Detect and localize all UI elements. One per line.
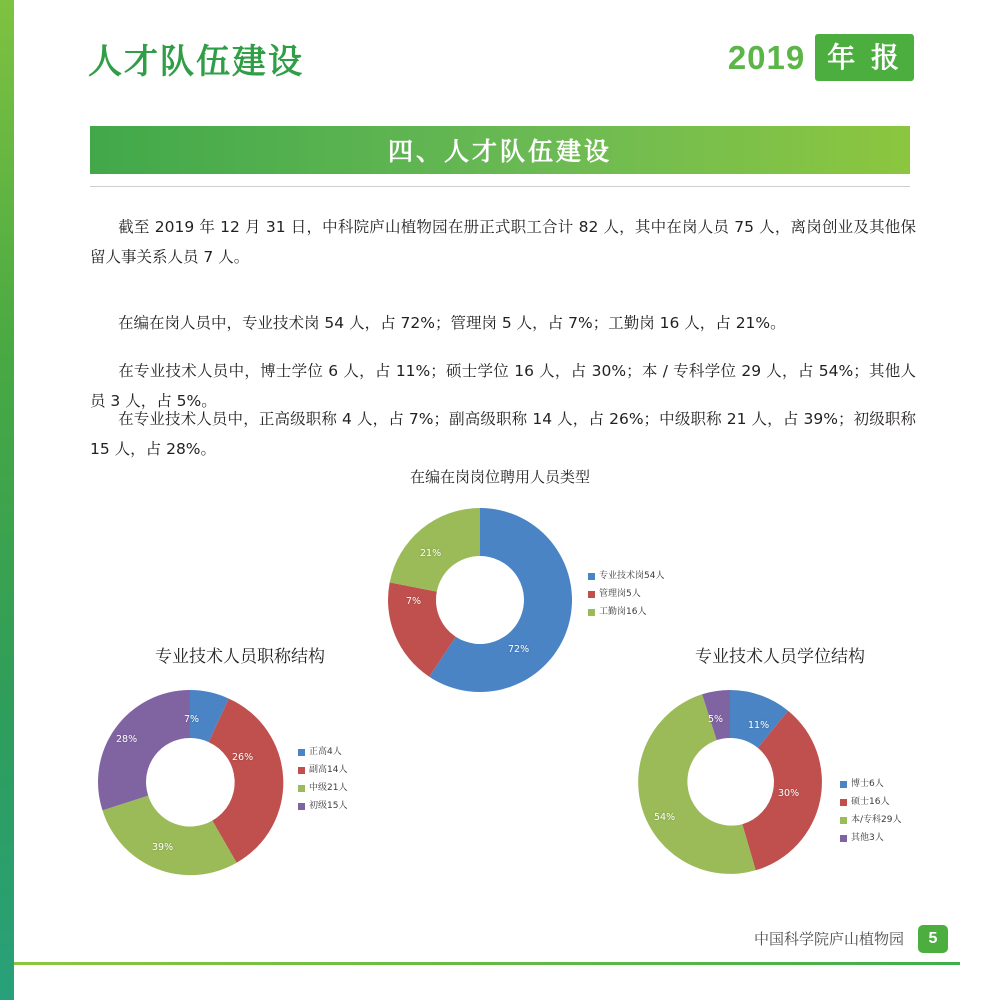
legend-swatch-icon xyxy=(840,835,847,842)
slice-junior xyxy=(98,690,190,810)
pct-label-master: 30% xyxy=(778,788,800,799)
legend-swatch-icon xyxy=(840,817,847,824)
legend-title-structure xyxy=(298,744,347,816)
pct-label-phd: 11% xyxy=(748,720,770,731)
legend-item xyxy=(840,830,902,846)
legend-item xyxy=(298,744,347,760)
legend-item xyxy=(588,604,664,620)
slice-intermediate xyxy=(103,796,237,876)
donut-chart-position-type xyxy=(380,500,580,700)
legend-swatch-icon xyxy=(840,781,847,788)
legend-label: 专业技术岗54人 xyxy=(599,571,665,581)
legend-label: 初级15人 xyxy=(309,801,348,811)
donut-chart-title-structure xyxy=(90,682,290,882)
section-banner-label: 四、人才队伍建设 xyxy=(387,137,612,166)
legend-swatch-icon xyxy=(298,803,305,810)
donut-svg-title-structure xyxy=(90,682,290,882)
pct-label-professional: 72% xyxy=(508,644,530,655)
pct-label-management: 7% xyxy=(406,596,422,607)
left-edge-decoration xyxy=(0,0,14,1000)
paragraph-1-text: 截至 2019 年 12 月 31 日，中科院庐山植物园在册正式职工合计 82 人，其中在岗人员 75 人，离岗创业及其他保留人事关系人员 7 人。 xyxy=(90,218,916,266)
footer-page-number: 5 xyxy=(918,925,948,953)
paragraph-4 xyxy=(90,404,916,464)
paragraph-1 xyxy=(90,212,916,272)
legend-label: 工勤岗16人 xyxy=(599,607,647,617)
chart-title-right: 专业技术人员学位结构 xyxy=(695,647,865,667)
legend-item xyxy=(840,812,902,828)
legend-swatch-icon xyxy=(298,767,305,774)
donut-chart-degree-structure xyxy=(630,682,830,882)
pct-label-junior: 28% xyxy=(116,734,138,745)
legend-item xyxy=(298,798,347,814)
legend-item xyxy=(588,586,664,602)
legend-item xyxy=(298,780,347,796)
pct-label-senior: 7% xyxy=(184,714,200,725)
pct-label-bachelor: 54% xyxy=(654,812,676,823)
legend-swatch-icon xyxy=(298,785,305,792)
section-banner xyxy=(90,126,910,174)
legend-degree-structure xyxy=(840,776,902,848)
legend-swatch-icon xyxy=(588,573,595,580)
legend-position-type xyxy=(588,568,664,622)
chart-title-left: 专业技术人员职称结构 xyxy=(155,647,325,667)
legend-item xyxy=(588,568,664,584)
legend-label: 其他3人 xyxy=(851,833,884,843)
legend-item xyxy=(840,776,902,792)
paragraph-4-text: 在专业技术人员中，正高级职称 4 人，占 7%；副高级职称 14 人，占 26%；中级职称 21 人，占 39%；初级职称 15 人，占 28%。 xyxy=(90,410,916,458)
header-year-group xyxy=(728,34,914,81)
header-annual-report-badge: 年 报 xyxy=(815,34,914,81)
pct-label-intermediate: 39% xyxy=(152,842,174,853)
pct-label-other: 5% xyxy=(708,714,724,725)
legend-label: 硕士16人 xyxy=(851,797,890,807)
legend-swatch-icon xyxy=(298,749,305,756)
legend-label: 中级21人 xyxy=(309,783,348,793)
footer-divider xyxy=(14,962,960,965)
page-header xyxy=(60,28,940,98)
legend-label: 副高14人 xyxy=(309,765,348,775)
pct-label-labor: 21% xyxy=(420,548,442,559)
legend-swatch-icon xyxy=(840,799,847,806)
legend-label: 博士6人 xyxy=(851,779,884,789)
footer-organization: 中国科学院庐山植物园 xyxy=(753,930,904,948)
paragraph-2-text: 在编在岗人员中，专业技术岗 54 人，占 72%；管理岗 5 人，占 7%；工勤岗 16 人，占 21%。 xyxy=(118,314,786,332)
page-title: 人才队伍建设 xyxy=(88,42,304,82)
header-divider xyxy=(90,186,910,187)
paragraph-2 xyxy=(90,308,916,338)
legend-item xyxy=(298,762,347,778)
legend-swatch-icon xyxy=(588,609,595,616)
legend-swatch-icon xyxy=(588,591,595,598)
donut-svg-degree-structure xyxy=(630,682,830,882)
header-year: 2019 xyxy=(727,38,806,76)
chart-title-top: 在编在岗岗位聘用人员类型 xyxy=(409,468,590,486)
legend-item xyxy=(840,794,902,810)
legend-label: 正高4人 xyxy=(309,747,342,757)
legend-label: 管理岗5人 xyxy=(599,589,641,599)
paragraph-3-text: 在专业技术人员中，博士学位 6 人，占 11%；硕士学位 16 人，占 30%；本 / 专科学位 29 人，占 54%；其他人员 3 人，占 5%。 xyxy=(90,362,916,410)
legend-label: 本/专科29人 xyxy=(851,815,902,825)
pct-label-associate: 26% xyxy=(232,752,254,763)
